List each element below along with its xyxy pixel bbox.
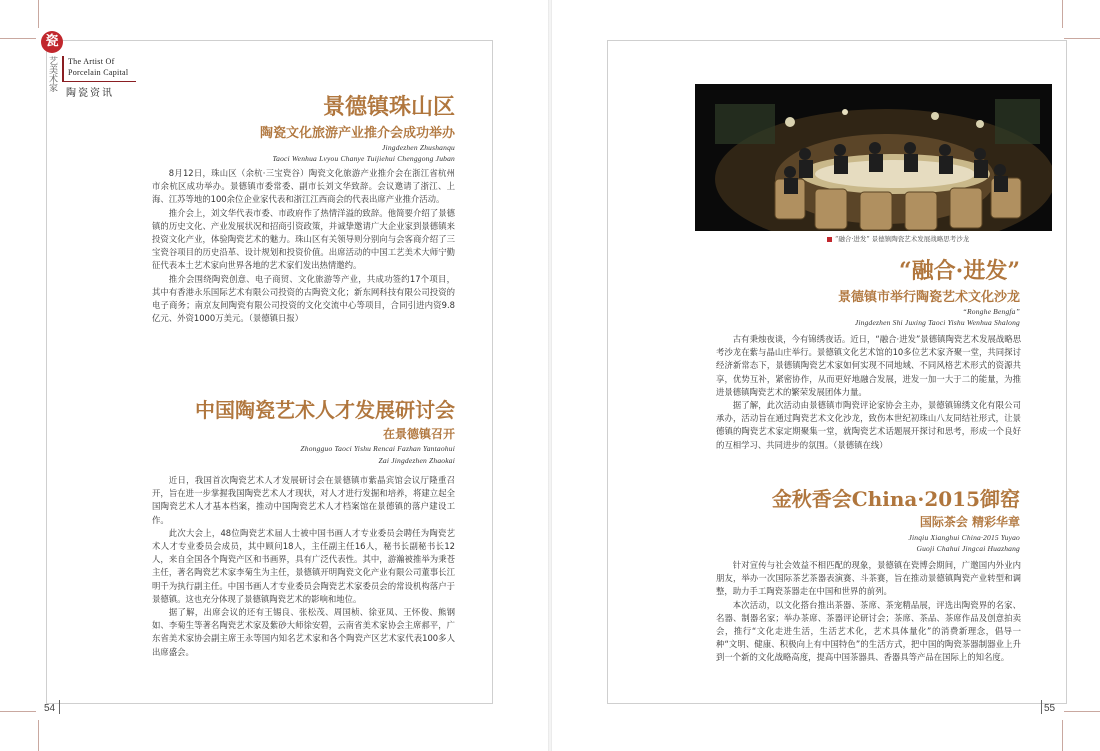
paragraph: 推介会围绕陶瓷创意、电子商贸、文化旅游等产业，共成功签约17个项目，其中有香港永乐国际艺术有限公司投资的古陶瓷文化；新东网科技有限公司投资的电子商务；南京友间陶瓷有限公司投资的文化交流中心等项目，合同引进内资9.8亿元、外资1000万美元。（景德镇日报） <box>152 273 455 324</box>
left-page <box>0 0 548 751</box>
page-number-rule <box>1041 700 1042 714</box>
article3-title: “融合·进发” <box>899 258 1020 284</box>
article2-subtitle: 在景德镇召开 <box>382 427 455 441</box>
article3-body <box>716 333 1021 452</box>
brand-box <box>62 56 136 82</box>
event-photo-illustration <box>695 84 1052 231</box>
article2-pinyin-2: Zai Jingdezhen Zhaokai <box>378 456 455 465</box>
brand-line-2: Porcelain Capital <box>68 68 129 77</box>
article2-pinyin-1: Zhongguo Taoci Yishu Rencai Fazhan Yantaohui <box>300 444 455 453</box>
article4-subtitle: 国际茶会 精彩华章 <box>919 515 1020 529</box>
article1-pinyin-1: Jingdezhen Zhushanqu <box>382 143 455 152</box>
article4-pinyin-1: Jinqiu Xianghui China·2015 Yuyao <box>908 533 1020 542</box>
article1-title: 景德镇珠山区 <box>322 94 455 120</box>
paragraph: 此次大会上，48位陶瓷艺术届人士被中国书画人才专业委员会聘任为陶瓷艺术人才专业委员会成员，其中顾问18人，主任副主任16人，秘书长副秘书长12人，来自全国各个陶瓷产区和书画界，具有广泛代表性。其中，游瀚被推举为秉苍主任，著名陶瓷艺术家李菊生为主任，景德镇开明陶瓷文化产业有限公司董事长江明千为执行副主任。中国书画人才专业委员会陶瓷艺术家委员会的常设机构落户于景德镇。这也充分体现了景德镇陶瓷艺术的影响和地位。 <box>152 527 455 604</box>
paragraph: 本次活动，以文化搭台推出茶器、茶席、茶宠精品展，评选出陶瓷界的名家、名器、制器名家；举办茶席、茶器评论研讨会；茶席、茶品、茶席作品及创意拍卖会，推行“文化走进生活，生活艺术化，艺术具体量化”的消费新理念，倡导一种“文明、健康、积极向上有中国特色”的生活方式，把中国的陶瓷茶器制器业上升到一个新的文化战略高度，提高中国茶器具、香器具等产品在国际上的知名度。 <box>716 599 1021 663</box>
brand-line-1: The Artist Of <box>68 57 115 66</box>
page-number: 55 <box>1044 703 1056 714</box>
paragraph: 古有秉烛夜谈，今有锦绣夜话。近日，“融合·进发”景德镇陶瓷艺术发展战略思考沙龙在紫与晶山庄举行。景德镇文化艺术馆的10多位艺术家齐聚一堂，共同探讨经济新常态下，景德镇陶瓷艺术家如何实现不同地域、不同风格艺术形式的资源共享，优势互补，紧密协作，从而更好地融合发展，进发一加一大于二的能量，为推进景德镇陶瓷艺术的繁荣发展团体力量。 <box>716 334 1021 397</box>
paragraph: 近日，我国首次陶瓷艺术人才发展研讨会在景德镇市紫晶宾馆会议厅隆重召开，旨在进一步掌握我国陶瓷艺术人才现状，对人才进行发掘和培养，将建立起全国陶瓷艺术人才基本档案，推动中国陶瓷艺术人才档案馆在景德镇的落户建设工作。 <box>152 475 455 525</box>
article1-pinyin-2: Taoci Wenhua Lvyou Chanye Tuijiehui Chenggong Juban <box>272 154 455 163</box>
article3-pinyin-2: Jingdezhen Shi Juxing Taoci Yishu Wenhua Shalong <box>854 318 1020 327</box>
article1-subtitle: 陶瓷文化旅游产业推介会成功举办 <box>259 126 455 141</box>
logo-vertical-text: 艺美术家 <box>47 56 57 92</box>
photo-caption: “融合·进发” 景德镇陶瓷艺术发展战略思考沙龙 <box>835 235 970 243</box>
article2-body <box>152 474 455 659</box>
paragraph: 据了解，出席会议的还有王锡良、张松茂、周国桢、徐亚凤、王怀俊、熊钢如、李菊生等著名陶瓷艺术家及紫砂大师徐安碧，云南省美术家协会主席郝平，广东省美术家协会副主席王永等国内知名艺术家和各个陶瓷产区艺术家代表100多人出席盛会。 <box>152 607 455 657</box>
article1-body <box>152 167 455 325</box>
section-label: 陶瓷资讯 <box>66 88 114 99</box>
page-number: 54 <box>44 703 56 714</box>
article4-title: 金秋香会China·2015御窑 <box>771 487 1020 511</box>
article4-body <box>716 559 1021 665</box>
article3-pinyin-1: “Ronghe Bengfa” <box>962 307 1020 316</box>
article2-title: 中国陶瓷艺术人才发展研讨会 <box>195 398 455 422</box>
paragraph: 8月12日，珠山区（余杭·三宝瓷谷）陶瓷文化旅游产业推介会在浙江省杭州市余杭区成功举办。景德镇市委常委、副市长刘文华致辞。会议邀请了浙江、上海、江苏等地的100余位企业家代表和浙江江西商会的代表出席产业推介活动。 <box>152 168 455 205</box>
page-number-rule <box>59 700 60 714</box>
right-page <box>552 0 1100 751</box>
paragraph: 针对宣传与社会效益不相匹配的现象，景德镇在瓷博会期间，广邀国内外业内朋友，举办一次国际茶艺茶器表演赛、斗茶赛，旨在推动景德镇陶瓷产业转型和调整，助力手工陶瓷茶器走在中国和世界的前列。 <box>716 560 1021 597</box>
event-photo <box>695 84 1052 231</box>
caption-marker <box>827 237 832 242</box>
magazine-logo: 瓷 <box>41 31 63 53</box>
article3-subtitle: 景德镇市举行陶瓷艺术文化沙龙 <box>837 290 1020 305</box>
paragraph: 据了解，此次活动由景德镇市陶瓷评论家协会主办，景德镇锦绣文化有限公司承办，活动旨在通过陶瓷艺术文化沙龙，致伤本世纪初珠山八友同结社形式，让景德镇的陶瓷艺术家定期聚集一堂，就陶瓷艺术话题展开探讨和思考，形成一个良好的互相学习、共同进步的氛围。（景德镇在线） <box>716 400 1021 450</box>
article4-pinyin-2: Guoji Chahui Jingcai Huazhang <box>916 544 1020 553</box>
paragraph: 推介会上，刘文华代表市委、市政府作了热情洋溢的致辞。他简要介绍了景德镇的历史文化、产业发展状况和招商引资政策，并诚挚邀请广大企业家到景德镇来投资文化产业，体验陶瓷艺术的魅力。珠山区有关领导则分别向与会客商介绍了三宝瓷谷项目的历史沿革、设计规划和投资价值。出席活动的中国工艺美术大师宁勤征代表本土艺术家向世界各地的艺术家们发出热情邀约。 <box>152 207 455 271</box>
